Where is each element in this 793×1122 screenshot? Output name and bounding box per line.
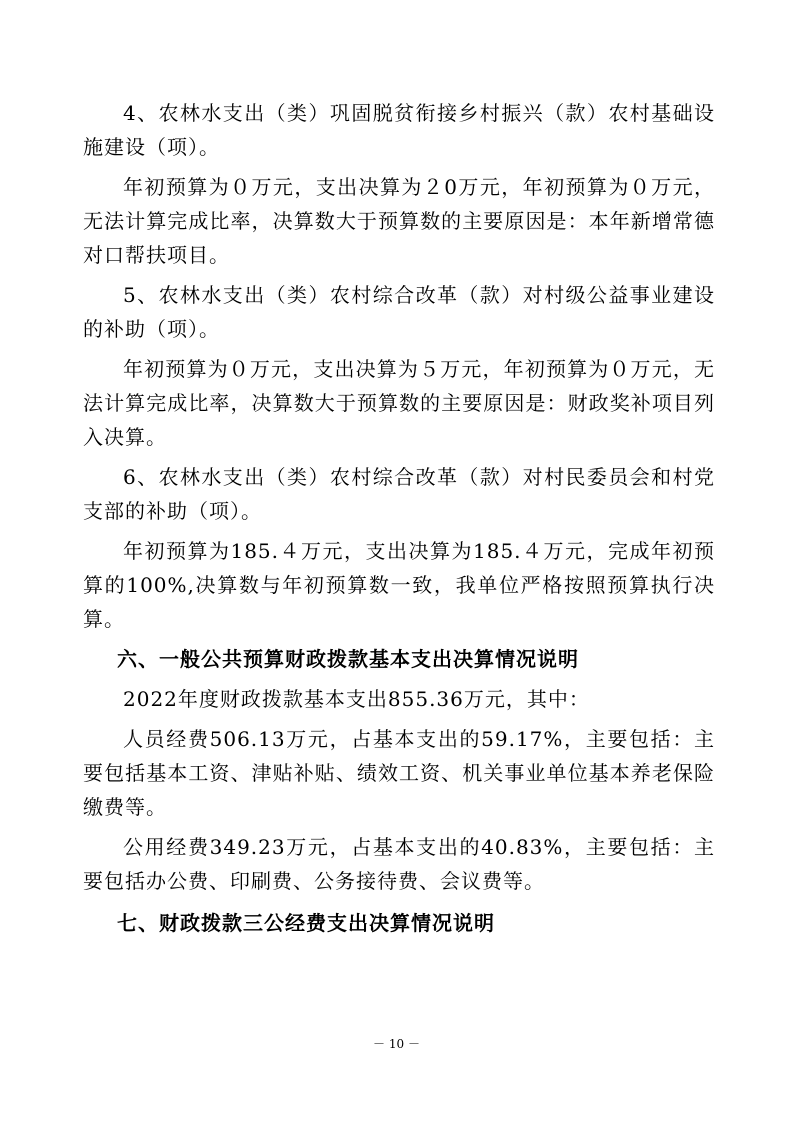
section-7-heading: 七、财政拨款三公经费支出决算情况说明: [117, 911, 495, 935]
paragraph-item-4-title: 4、农林水支出（类）巩固脱贫衔接乡村振兴（款）农村基础设施建设（项）。: [83, 101, 715, 159]
document-page: [83, 96, 715, 946]
page-number: － 10 －: [373, 1037, 420, 1051]
section-6-summary: 2022年度财政拨款基本支出855.36万元，其中：: [123, 687, 590, 711]
paragraph-item-5-title: 5、农林水支出（类）农村综合改革（款）对村级公益事业建设的补助（项）。: [83, 283, 715, 341]
paragraph-item-6-body: 年初预算为185.４万元，支出决算为185.４万元，完成年初预算的100%,决算数与年初预算数一致，我单位严格按照预算执行决算。: [83, 539, 715, 631]
paragraph-item-5-body: 年初预算为０万元，支出决算为５万元，年初预算为０万元，无法计算完成比率，决算数大于预算数的主要原因是：财政奖补项目列入决算。: [83, 357, 715, 449]
paragraph-item-6-title: 6、农林水支出（类）农村综合改革（款）对村民委员会和村党支部的补助（项）。: [83, 465, 715, 523]
section-6-heading: 六、一般公共预算财政拨款基本支出决算情况说明: [117, 647, 579, 671]
section-6-personnel: 人员经费506.13万元，占基本支出的59.17%，主要包括：主要包括基本工资、津贴补贴、绩效工资、机关事业单位基本养老保险缴费等。: [83, 727, 715, 819]
section-6-public: 公用经费349.23万元，占基本支出的40.83%，主要包括：主要包括办公费、印刷费、公务接待费、会议费等。: [83, 835, 715, 893]
paragraph-item-4-body: 年初预算为０万元，支出决算为２0万元，年初预算为０万元，无法计算完成比率，决算数大于预算数的主要原因是：本年新增常德对口帮扶项目。: [83, 175, 715, 267]
